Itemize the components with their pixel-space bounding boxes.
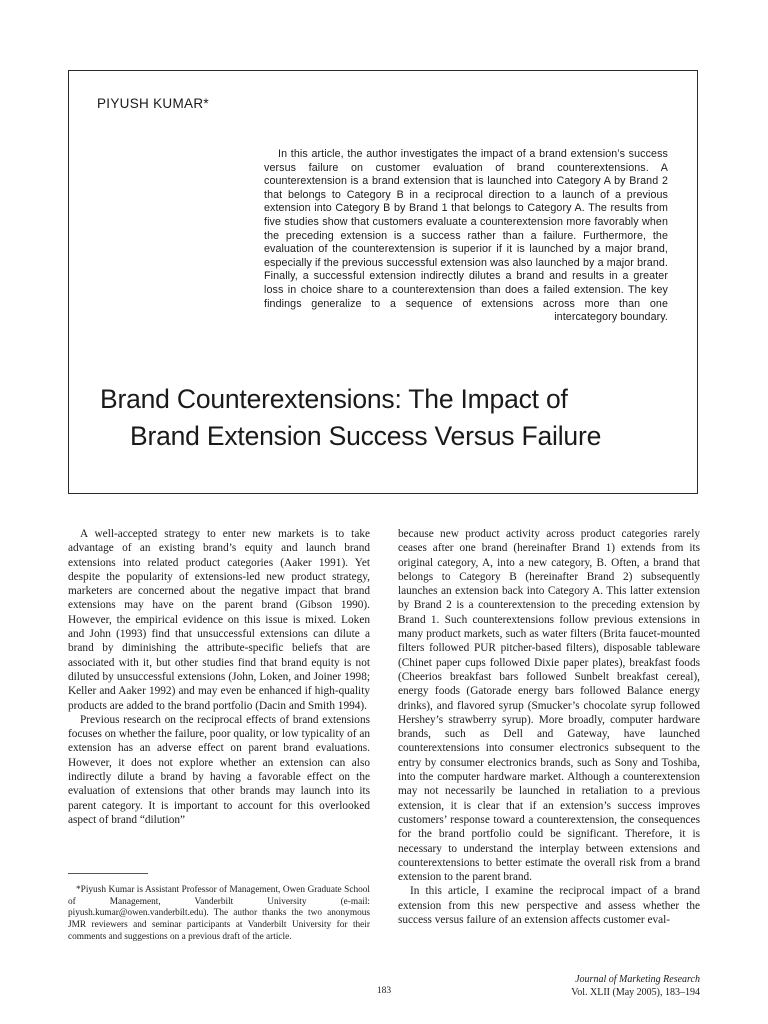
title-line-1: Brand Counterextensions: The Impact of [100, 384, 568, 414]
body-paragraph: Previous research on the reciprocal effects of brand extensions focuses on whether the failure, poor quality, or low typicality of an extension has an adverse effect on parent brand evaluations. However, it does not explore whether an extension can also indirectly dilute a brand by having a favorable effect on the evaluation of extensions that other brands may launch into its parent category. It is important to account for this overlooked aspect of brand “dilution” [68, 713, 370, 826]
body-paragraph: In this article, I examine the reciprocal impact of a brand extension from this new perspective and assess whether the success versus failure of an extension affects customer eval- [398, 885, 700, 927]
journal-name: Journal of Marketing Research [575, 974, 700, 985]
author-footnote: *Piyush Kumar is Assistant Professor of Management, Owen Graduate School of Management, Vanderbilt University (e-mail: piyush.kumar@owen.vanderbilt.edu). The author thanks the two anonymous JMR reviewers and seminar participants at Vanderbilt University for their comments and suggestions on a previous draft of the article. [68, 885, 370, 942]
footnote-divider [68, 873, 148, 874]
title-line-2: Brand Extension Success Versus Failure [130, 421, 602, 451]
journal-citation [571, 973, 700, 999]
abstract: In this article, the author investigates the impact of a brand extension’s success versus failure on customer evaluation of brand counterextensions. A counterextension is a brand extension that is launched into Category A by Brand 2 that belongs to Category B in a reciprocal direction to a launch of a previous extension into Category B by Brand 1 that belongs to Category A. The results from five studies show that customers evaluate a counterextension more favorably when the preceding extension is a success rather than a failure. Furthermore, the evaluation of the counterextension is superior if it is launched by a major brand, especially if the previous successful extension was also launched by a major brand. Finally, a successful extension indirectly dilutes a brand and results in a greater loss in choice share to a counterextension than does a failed extension. The key findings generalize to a sequence of extensions across more than one intercategory boundary. [264, 148, 668, 324]
body-column-left [68, 527, 370, 827]
body-paragraph: because new product activity across product categories rarely ceases after one brand (hereinafter Brand 1) extends from its original category, A, into a new category, B. Often, a brand that belongs to Category B (hereinafter Brand 2) subsequently launches an extension back into Category A. This latter extension by Brand 2 is a counterextension to the preceding extension by Brand 1. Such counterextensions follow previous extensions in many product markets, such as water filters (Brita faucet-mounted filters followed PUR pitcher-based filters), disposable tableware (Chinet paper cups followed Dixie paper plates), breakfast foods (Cheerios breakfast bars followed Sunbelt breakfast cereal), energy foods (Gatorade energy bars followed Balance energy drinks), and flavored syrup (Smucker’s chocolate syrup followed Hershey’s strawberry syrup). More broadly, computer hardware brands, such as Dell and Gateway, have launched counterextensions into consumer electronics subsequent to the entry by consumer electronics brands, such as Sony and Toshiba, into the computer hardware market. Although a counterextension may not necessarily be launched in retaliation to a previous extension, it is clear that if an extension’s success improves customers’ response toward a counterextension, the consequences for the brand portfolio could be significant. Therefore, it is necessary to understand the interplay between extensions and counterextensions to better estimate the overall risk from a brand extension to the parent brand. [398, 528, 700, 884]
journal-volume: Vol. XLII (May 2005), 183–194 [571, 987, 700, 998]
article-title [100, 381, 680, 455]
author-name: PIYUSH KUMAR* [97, 96, 209, 111]
body-column-right [398, 527, 700, 927]
body-paragraph: A well-accepted strategy to enter new markets is to take advantage of an existing brand’s equity and launch brand extensions into related product categories (Aaker 1991). Yet despite the popularity of extensions-led new product strategy, marketers are concerned about the negative impact that brand extensions may have on the parent brand (Gibson 1990). However, the empirical evidence on this issue is mixed. Loken and John (1993) find that unsuccessful extensions can dilute a brand by diminishing the attribute-specific beliefs that are associated with it, but other studies find that brand equity is not diluted by unsuccessful extensions (John, Loken, and Joiner 1998; Keller and Aaker 1992) and may even be enhanced if high-quality products are added to the brand portfolio (Dacin and Smith 1994). [68, 528, 370, 712]
page-number: 183 [376, 986, 392, 996]
